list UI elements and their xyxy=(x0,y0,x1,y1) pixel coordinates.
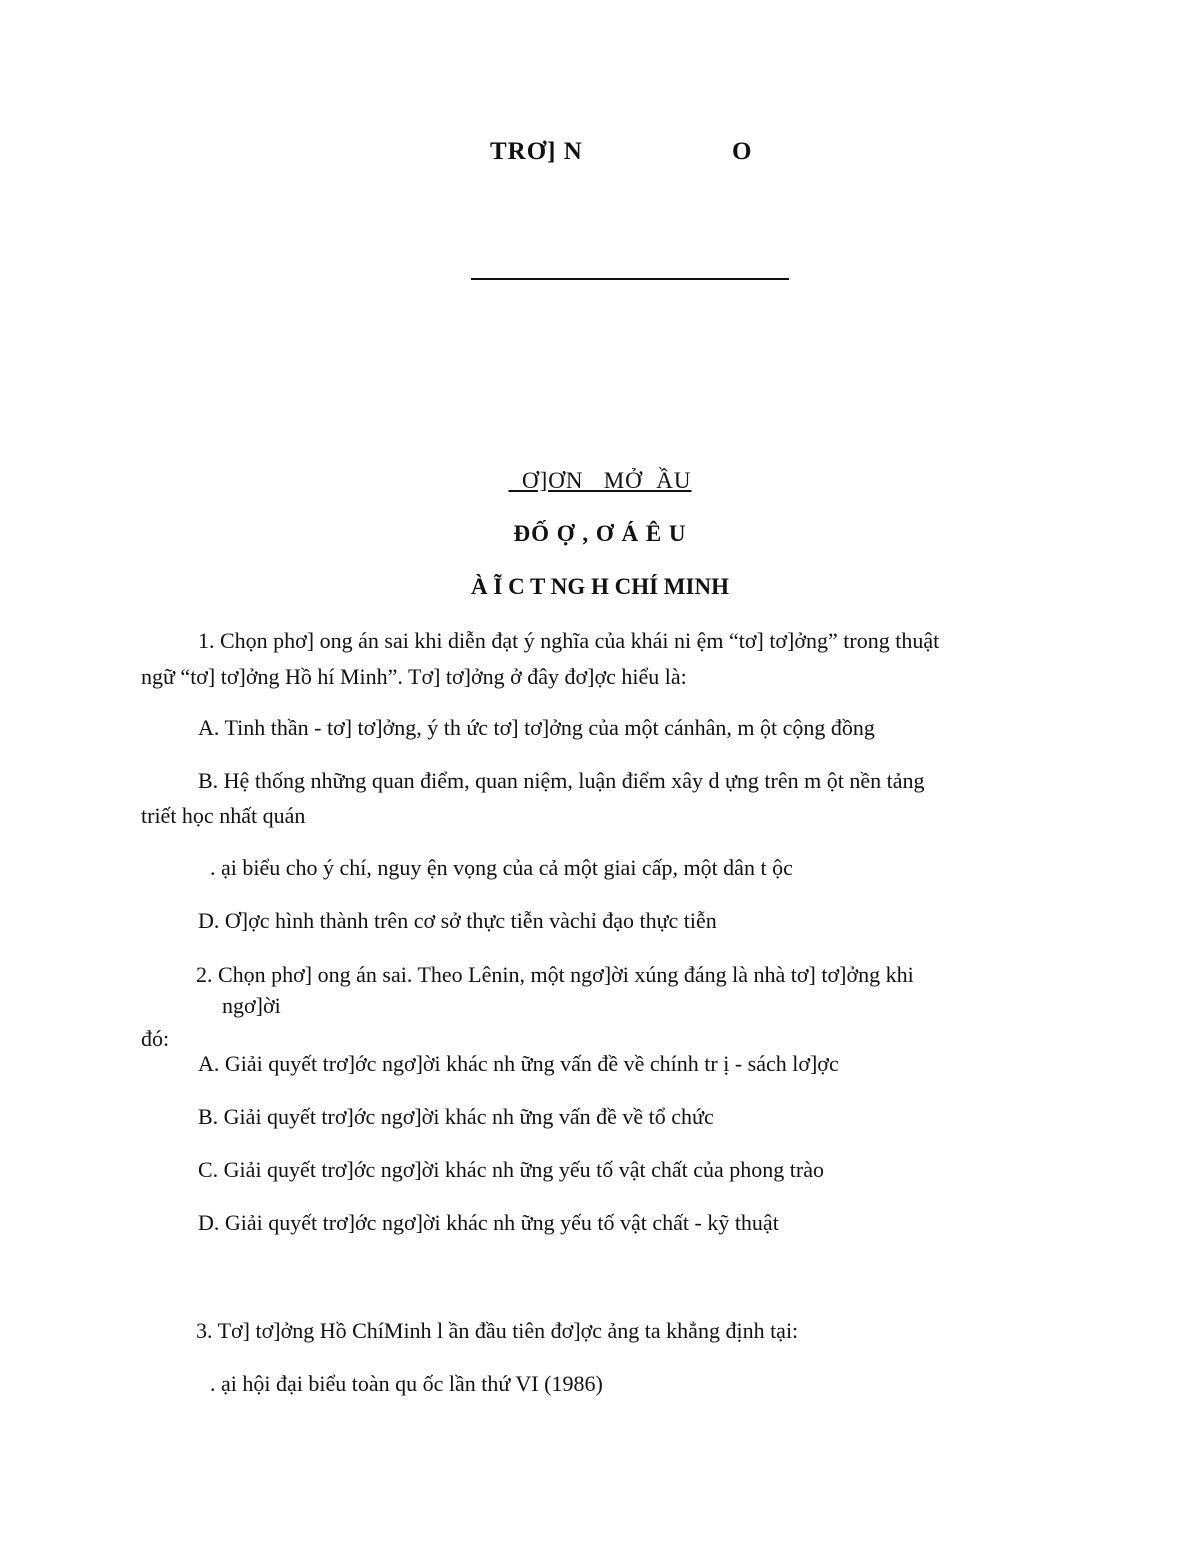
header-title-left: TRƠ] N xyxy=(490,138,583,165)
question-2-option-c: C. Giải quyết trơ]ớc ngơ]ời khác nh ững yếu tố vật chất của phong trào xyxy=(198,1157,825,1182)
question-2-line-3: đó: xyxy=(141,1026,170,1051)
question-2-option-b: B. Giải quyết trơ]ớc ngơ]ời khác nh ững vấn đề về tổ chức xyxy=(198,1104,714,1129)
question-1-line-2: ngữ “tơ] tơ]ởng Hồ hí Minh”. Tơ] tơ]ởng ở đây đơ]ợc hiểu là: xyxy=(141,664,687,689)
question-1-option-d: D. Ơ]ợc hình thành trên cơ sở thực tiễn vàchỉ đạo thực tiễn xyxy=(198,908,717,933)
header-title-right: O xyxy=(732,138,753,165)
document-header-title xyxy=(490,138,753,166)
section-heading-1: Ơ]ƠN MỞ ẦU xyxy=(508,468,692,493)
question-1-option-b-line-2: triết học nhất quán xyxy=(141,803,306,828)
question-1-line-1: 1. Chọn phơ] ong án sai khi diễn đạt ý nghĩa của khái ni ệm “tơ] tơ]ởng” trong thuật xyxy=(198,628,940,653)
question-1-option-b-line-1: B. Hệ thống những quan điểm, quan niệm, luận điểm xây d ựng trên m ột nền tảng xyxy=(198,768,925,793)
question-3-option-a: . ại hội đại biểu toàn qu ốc lần thứ VI (1986) xyxy=(210,1371,603,1396)
question-1-option-a: A. Tinh thần - tơ] tơ]ởng, ý th ức tơ] tơ]ởng của một cánhân, m ột cộng đồng xyxy=(198,715,875,740)
header-rule xyxy=(471,278,789,280)
question-2-option-d: D. Giải quyết trơ]ớc ngơ]ời khác nh ững yếu tố vật chất - kỹ thuật xyxy=(198,1210,779,1235)
question-2-line-1: 2. Chọn phơ] ong án sai. Theo Lênin, một ngơ]ời xúng đáng là nhà tơ] tơ]ởng khi xyxy=(196,962,914,987)
question-3-line-1: 3. Tơ] tơ]ởng Hồ ChíMinh l ần đầu tiên đơ]ợc ảng ta khẳng định tại: xyxy=(196,1318,799,1343)
question-2-option-a: A. Giải quyết trơ]ớc ngơ]ời khác nh ững vấn đề về chính tr ị - sách lơ]ợc xyxy=(198,1051,839,1076)
section-heading-3: À Ĩ C T NG H CHÍ MINH xyxy=(471,574,729,599)
question-2-line-2: ngơ]ời xyxy=(222,993,281,1018)
section-heading-2: ĐỐ Ợ , Ơ Á Ê U xyxy=(513,521,687,546)
question-1-option-c: . ại biểu cho ý chí, nguy ện vọng của cả một giai cấp, một dân t ộc xyxy=(210,855,793,880)
